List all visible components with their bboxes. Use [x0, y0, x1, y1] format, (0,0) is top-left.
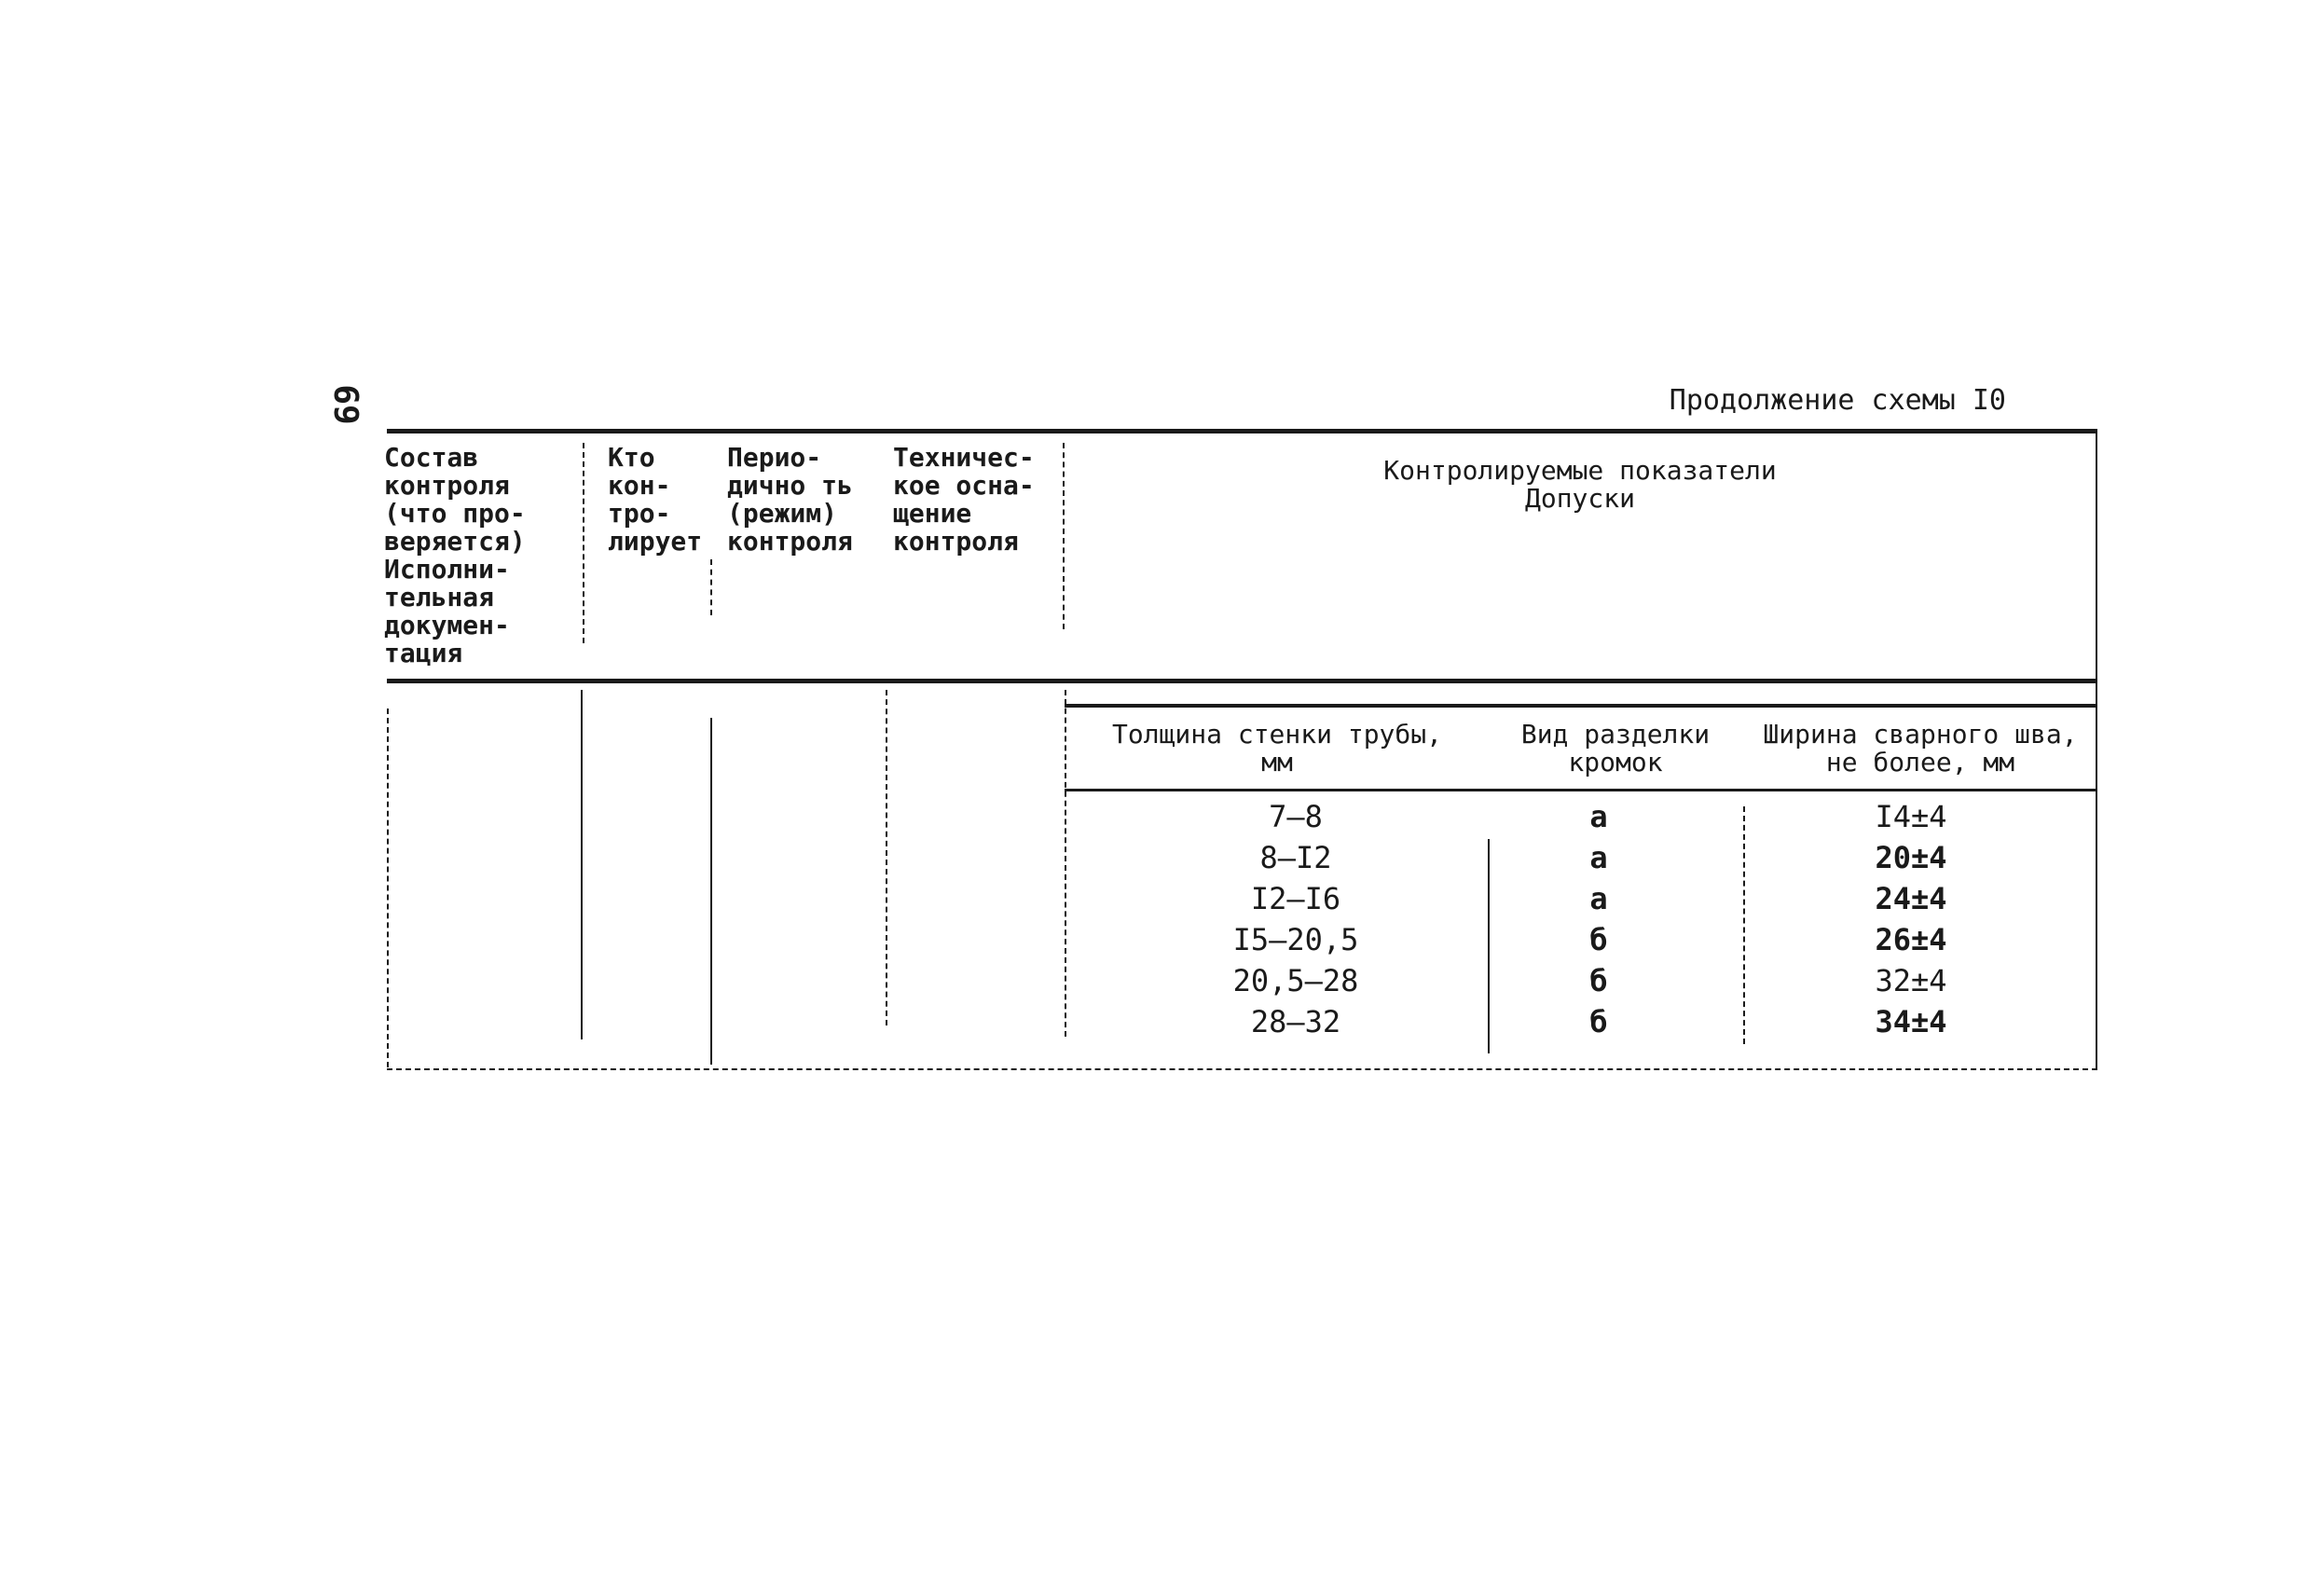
subheader-edge-type: Вид разделки кромок: [1520, 719, 1711, 777]
cell-edge-type: б: [1589, 963, 1608, 998]
header-col-periodicity: Перио- дично ть (режим) контроля: [727, 442, 853, 557]
header-bottom-border: [387, 679, 2097, 683]
cell-edge-type: а: [1589, 799, 1608, 834]
table-bottom-border: [387, 1068, 2097, 1070]
header-col-who: Кто кон- тро- лирует: [608, 442, 703, 557]
header-col-composition: Состав контроля (что про- веряется) Исполни- тельная докумен- тация: [384, 442, 526, 668]
cell-width: 34±4: [1875, 1004, 1947, 1039]
header-sep-2: [710, 559, 712, 615]
subheader-top-border: [1065, 704, 2097, 708]
subheader-bottom-border: [1065, 789, 2097, 791]
header-sep-1: [583, 443, 584, 643]
subheader-thickness: Толщина стенки трубы, мм: [1111, 719, 1442, 777]
cell-width: 20±4: [1875, 840, 1947, 875]
cell-thickness: 28–32: [1250, 1004, 1341, 1039]
body-sep-5: [1488, 839, 1490, 1053]
cell-thickness: 8–I2: [1259, 840, 1332, 875]
table-top-border: [387, 429, 2097, 433]
body-sep-left: [387, 709, 389, 1067]
cell-width: I4±4: [1875, 799, 1947, 834]
body-sep-4: [1065, 690, 1066, 1037]
cell-edge-type: а: [1589, 881, 1608, 916]
cell-thickness: I5–20,5: [1232, 922, 1359, 957]
cell-width: 32±4: [1875, 963, 1947, 998]
cell-width: 24±4: [1875, 881, 1947, 916]
table-right-border: [2096, 431, 2097, 1070]
body-sep-6: [1743, 806, 1745, 1044]
cell-thickness: 20,5–28: [1232, 963, 1359, 998]
body-sep-1: [581, 690, 583, 1039]
cell-thickness: 7–8: [1269, 799, 1323, 834]
cell-edge-type: а: [1589, 840, 1608, 875]
header-col-indicators: Контролируемые показатели Допуски: [1383, 455, 1777, 514]
page-number: 69: [326, 384, 364, 425]
cell-edge-type: б: [1589, 922, 1608, 957]
cell-edge-type: б: [1589, 1004, 1608, 1039]
subheader-width: Ширина сварного шва, не более, мм: [1763, 719, 2078, 777]
header-col-equipment: Техничес- кое осна- щение контроля: [893, 442, 1035, 557]
body-sep-3: [886, 690, 887, 1025]
cell-thickness: I2–I6: [1250, 881, 1341, 916]
cell-width: 26±4: [1875, 922, 1947, 957]
schema-caption: Продолжение схемы I0: [1669, 384, 2006, 417]
body-sep-2: [710, 718, 712, 1065]
